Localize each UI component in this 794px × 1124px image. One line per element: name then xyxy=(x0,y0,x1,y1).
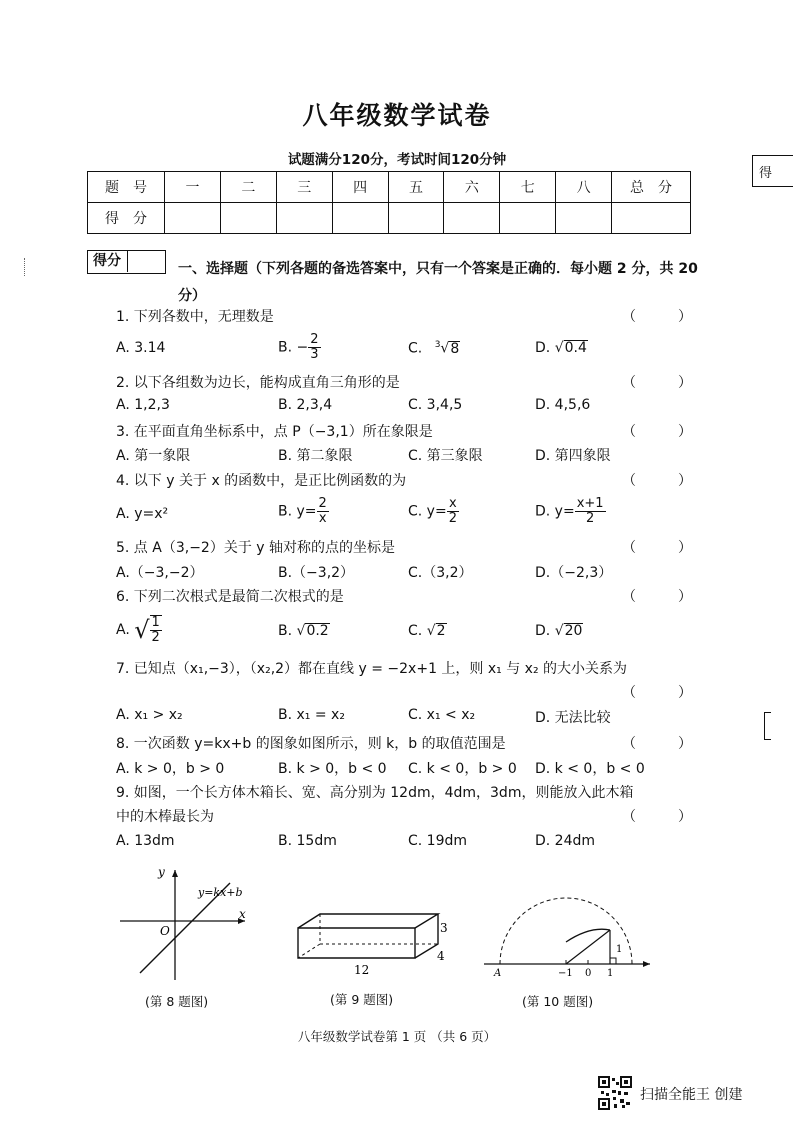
tick-label-zero: 0 xyxy=(585,968,592,979)
question-1-stem: 1. 下列各数中，无理数是 xyxy=(116,309,274,325)
option-text: D. y= xyxy=(535,503,575,520)
q2-option-d: D. 4,5,6 xyxy=(535,397,591,413)
q7-option-b: B. x₁ = x₂ xyxy=(278,707,345,723)
score-table xyxy=(87,171,691,234)
q9-option-b: B. 15dm xyxy=(278,833,337,849)
score-cell[interactable] xyxy=(220,203,276,234)
score-row-label: 得 分 xyxy=(88,203,165,234)
answer-paren[interactable]: （ ） xyxy=(622,809,692,825)
question-8-stem: 8. 一次函数 y=kx+b 的图象如图所示，则 k，b 的取值范围是 xyxy=(116,736,506,752)
section-heading: 一、选择题（下列各题的备选答案中，只有一个答案是正确的．每小题 2 分，共 20 分） xyxy=(178,261,698,304)
figure-9-caption: (第 9 题图) xyxy=(330,992,394,1007)
question-3-stem: 3. 在平面直角坐标系中，点 P（−3,1）所在象限是 xyxy=(116,424,433,440)
q2-option-c: C. 3,4,5 xyxy=(408,397,463,413)
width-label: 4 xyxy=(437,949,445,963)
hidden-edge xyxy=(298,944,320,958)
question-9-stem-line2: 中的木棒最长为 xyxy=(116,809,214,825)
radicand: 8 xyxy=(450,340,460,357)
q7-option-c: C. x₁ < x₂ xyxy=(408,707,476,723)
answer-paren[interactable]: （ ） xyxy=(622,473,692,489)
question-6-stem: 6. 下列二次根式是最简二次根式的是 xyxy=(116,589,344,605)
answer-paren[interactable]: （ ） xyxy=(622,424,692,440)
q3-option-a: A. 第一象限 xyxy=(116,448,191,464)
fraction xyxy=(308,333,320,362)
denominator: x xyxy=(318,511,327,526)
figure-8-graph xyxy=(110,858,260,988)
numerator: 2 xyxy=(310,332,319,347)
question-2-stem: 2. 以下各组数为边长，能构成直角三角形的是 xyxy=(116,375,400,391)
radicand xyxy=(150,615,162,645)
option-letter: C. xyxy=(408,623,423,639)
score-table-header-row xyxy=(88,172,691,203)
score-header-cell: 三 xyxy=(276,172,332,203)
figure-9-box xyxy=(290,900,465,980)
q1-option-c xyxy=(408,340,460,357)
binding-dots xyxy=(24,258,29,276)
radical-sign: √ xyxy=(296,623,306,639)
page-title: 八年级数学试卷 xyxy=(302,101,492,130)
score-header-cell: 题 号 xyxy=(88,172,165,203)
exam-info: 试题满分120分，考试时间120分钟 xyxy=(287,152,507,168)
unit-length-label: 1 xyxy=(616,944,623,955)
option-letter: B. xyxy=(278,339,293,356)
q1-option-a: A. 3.14 xyxy=(116,340,166,356)
q6-option-c xyxy=(408,623,447,639)
radicand: 0.2 xyxy=(306,623,329,639)
option-letter: C. xyxy=(408,340,423,357)
figure-10-numberline xyxy=(480,890,655,990)
q4-option-b xyxy=(278,497,329,526)
option-letter: B. xyxy=(278,623,293,639)
score-header-cell: 二 xyxy=(220,172,276,203)
hidden-edges xyxy=(320,914,438,944)
radical-sign: √ xyxy=(554,340,564,356)
page-footer: 八年级数学试卷第 1 页 （共 6 页） xyxy=(297,1029,497,1044)
option-letter: D. xyxy=(535,340,551,356)
q4-option-d xyxy=(535,497,606,526)
edge-bracket xyxy=(764,712,771,740)
answer-paren[interactable]: （ ） xyxy=(622,309,692,325)
section-score-label: 得分 xyxy=(87,250,128,272)
score-header-cell: 四 xyxy=(332,172,388,203)
edge-char: 得 xyxy=(759,166,773,181)
x-axis-label: x xyxy=(239,907,246,921)
question-4-stem: 4. 以下 y 关于 x 的函数中，是正比例函数的为 xyxy=(116,473,407,489)
question-9-stem-line1: 9. 如图，一个长方体木箱长、宽、高分别为 12dm，4dm，3dm，则能放入此木箱 xyxy=(116,785,634,801)
denominator: 2 xyxy=(448,511,457,526)
radical-sign: √ xyxy=(440,340,450,357)
score-cell[interactable] xyxy=(444,203,500,234)
score-cell[interactable] xyxy=(556,203,612,234)
length-label: 12 xyxy=(354,963,370,977)
qr-code-icon xyxy=(598,1076,632,1110)
score-cell[interactable] xyxy=(500,203,556,234)
score-header-cell: 六 xyxy=(444,172,500,203)
point-a-label: A xyxy=(494,968,502,979)
q8-option-a: A. k > 0，b > 0 xyxy=(116,761,225,777)
box-front xyxy=(298,928,415,958)
q4-option-c xyxy=(408,497,459,526)
q3-option-c: C. 第三象限 xyxy=(408,448,483,464)
q5-option-b: B.（−3,2） xyxy=(278,565,355,581)
score-cell[interactable] xyxy=(332,203,388,234)
question-7-stem: 7. 已知点（x₁,−3），（x₂,2）都在直线 y = −2x+1 上，则 x₁ 与 x₂ 的大小关系为 xyxy=(116,661,628,677)
q3-option-b: B. 第二象限 xyxy=(278,448,353,464)
numerator: x xyxy=(447,497,459,512)
numerator: 2 xyxy=(318,496,327,511)
origin-label: O xyxy=(160,924,170,938)
q5-option-a: A.（−3,−2） xyxy=(116,565,204,581)
right-angle-mark xyxy=(610,958,616,964)
q6-option-d xyxy=(535,623,583,639)
fraction xyxy=(575,497,606,526)
fraction xyxy=(317,497,329,526)
radical-sign: √ xyxy=(554,623,564,639)
score-header-cell: 五 xyxy=(388,172,444,203)
answer-paren[interactable]: （ ） xyxy=(622,685,692,701)
line-label: y=kx+b xyxy=(198,886,243,899)
box-top xyxy=(298,914,438,928)
q7-option-d: D. 无法比较 xyxy=(535,710,611,726)
y-axis-label: y xyxy=(158,865,165,879)
q8-option-b: B. k > 0，b < 0 xyxy=(278,761,387,777)
radicand: 2 xyxy=(436,623,446,639)
denominator: 2 xyxy=(151,630,160,645)
root-index: 3 xyxy=(434,340,441,350)
number-line-arrow xyxy=(643,961,650,967)
option-text: C. y= xyxy=(408,503,447,520)
radical-sign: √ xyxy=(426,623,436,639)
q9-option-d: D. 24dm xyxy=(535,833,596,849)
score-cell[interactable] xyxy=(165,203,221,234)
q6-option-b xyxy=(278,623,330,639)
q8-option-c: C. k < 0，b > 0 xyxy=(408,761,517,777)
denominator: 3 xyxy=(310,347,319,362)
q9-option-a: A. 13dm xyxy=(116,833,175,849)
score-header-cell: 七 xyxy=(500,172,556,203)
q2-option-a: A. 1,2,3 xyxy=(116,397,170,413)
numerator: 1 xyxy=(151,615,160,630)
numerator: x+1 xyxy=(576,496,604,511)
answer-paren[interactable]: （ ） xyxy=(622,375,692,391)
option-letter: D. xyxy=(535,623,551,639)
answer-paren[interactable]: （ ） xyxy=(622,589,692,605)
score-header-cell: 一 xyxy=(165,172,221,203)
q7-option-a: A. x₁ > x₂ xyxy=(116,707,183,723)
radicand: 20 xyxy=(564,623,583,639)
score-header-cell: 总 分 xyxy=(612,172,691,203)
minus-sign: − xyxy=(296,339,309,356)
q6-option-a xyxy=(116,615,162,645)
score-header-cell: 八 xyxy=(556,172,612,203)
score-cell[interactable] xyxy=(612,203,691,234)
option-letter: A. xyxy=(116,622,130,638)
denominator: 2 xyxy=(585,511,595,526)
q4-option-a: A. y=x² xyxy=(116,506,169,522)
fraction xyxy=(150,616,162,645)
q9-option-c: C. 19dm xyxy=(408,833,468,849)
tick-label-minus-one: −1 xyxy=(558,968,573,979)
q3-option-d: D. 第四象限 xyxy=(535,448,611,464)
option-text: B. y= xyxy=(278,503,317,520)
q8-option-d: D. k < 0，b < 0 xyxy=(535,761,645,777)
q1-option-d xyxy=(535,340,588,356)
hypotenuse xyxy=(566,930,610,964)
y-axis-arrow xyxy=(172,870,178,877)
score-cell[interactable] xyxy=(388,203,444,234)
q5-option-d: D.（−2,3） xyxy=(535,565,613,581)
radicand: 0.4 xyxy=(564,340,587,356)
answer-paren[interactable]: （ ） xyxy=(622,736,692,752)
radical-sign: √ xyxy=(134,616,150,644)
score-cell[interactable] xyxy=(276,203,332,234)
arc xyxy=(500,898,632,964)
q1-option-b xyxy=(278,333,321,362)
height-label: 3 xyxy=(440,921,448,935)
question-5-stem: 5. 点 A（3,−2）关于 y 轴对称的点的坐标是 xyxy=(116,540,396,556)
q5-option-c: C.（3,2） xyxy=(408,565,473,581)
q2-option-b: B. 2,3,4 xyxy=(278,397,333,413)
fraction xyxy=(447,497,459,526)
answer-paren[interactable]: （ ） xyxy=(622,540,692,556)
score-table-score-row xyxy=(88,203,691,234)
figure-10-caption: (第 10 题图) xyxy=(522,994,594,1009)
scanner-watermark: 扫描全能王 创建 xyxy=(640,1087,743,1103)
figure-8-caption: (第 8 题图) xyxy=(145,994,209,1009)
tick-label-one: 1 xyxy=(607,968,614,979)
